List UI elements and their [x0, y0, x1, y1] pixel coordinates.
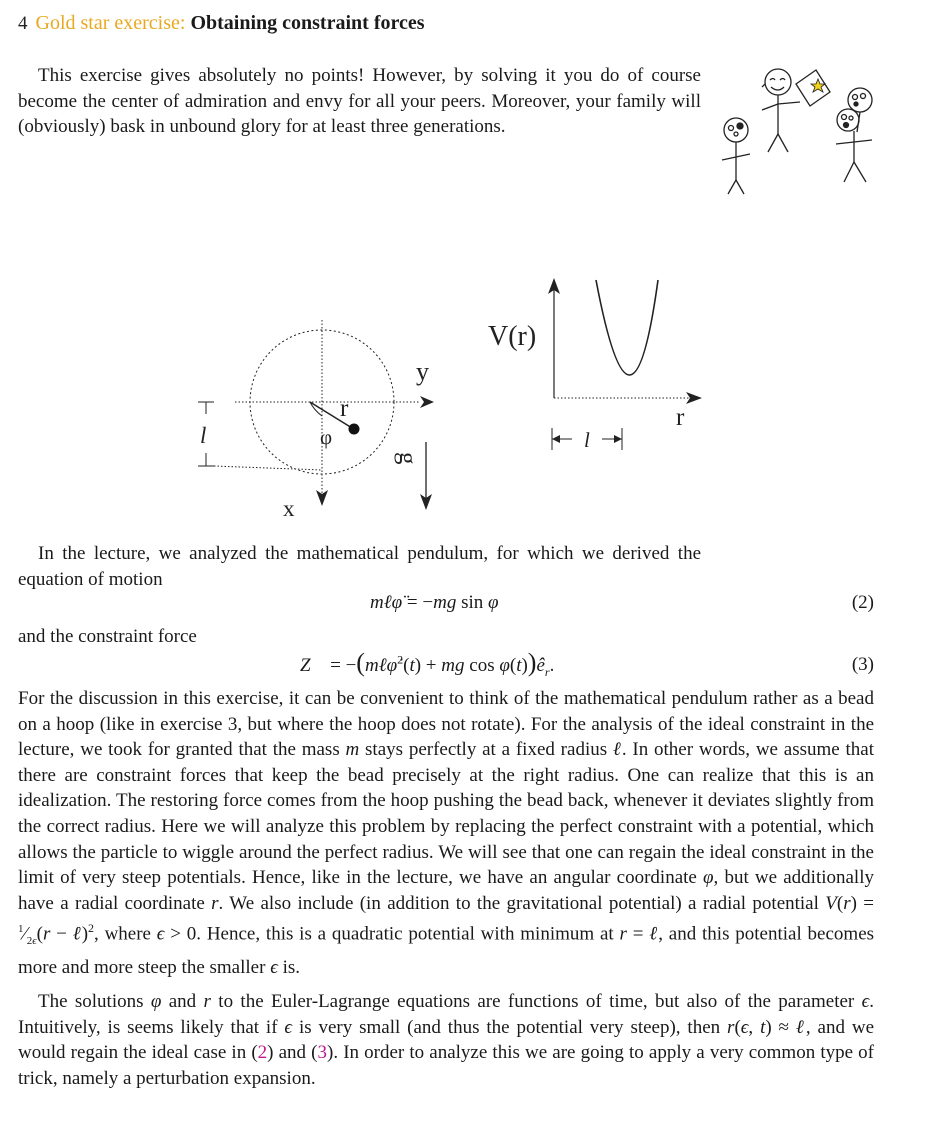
equation-2-number: (2)	[851, 592, 874, 613]
length-marker-label: l	[584, 428, 590, 452]
r-axis-label: r	[676, 404, 685, 431]
dizzy-figure-icon	[722, 118, 750, 194]
x-label: x	[283, 496, 295, 521]
kite-star-icon	[796, 70, 830, 106]
body-paragraph-1: For the discussion in this exercise, it can be convenient to think of the mathematical pendulum rather as a bead on a hoop (like in exercise 3, but where the hoop does not rotate). For the analysis of the ideal constraint in the lecture, we took for granted that the mass m stays perfectly at a fixed radius ℓ. In other words, we assume that there are constraint forces that keep the bead precisely at the right radius. One can realize that this is an idealization. The restoring force comes from the hoop pushing the bead back, whenever it deviates slightly from the correct radius. Here we will analyze this problem by replacing the perfect constraint with a potential, which allows the particle to wiggle around the perfect radius. We will see that one can regain the ideal constraint in the limit of very steep potentials. Hence, like in the lecture, we have an angular coordinate φ, but we additionally have a radial coordinate r. We also include (in addition to the gravitational potential) a radial potential $V(r) = ^1⁄_{2\epsilon}(r$ − ℓ)$^2$, where ϵ > 0. Hence, this is a quadratic potential with minimum at r = ℓ, and this potential becomes more and more steep the smaller ϵ is.	[18, 688, 875, 979]
equation-3: Z⃗ = −(mℓφ̇$^2$(t) + mg $\cos \varphi(t))ê_r$.	[300, 648, 555, 679]
equation-2: mℓφ̈ = −mg sin φ	[370, 592, 499, 613]
phi-label: φ	[320, 425, 333, 449]
y-axis-arrow-icon	[420, 396, 434, 408]
section-title	[18, 12, 425, 35]
stick-figures-drawing	[710, 62, 890, 202]
pendulum-bead	[349, 424, 360, 435]
y-label: y	[416, 357, 429, 386]
equation-3-number: (3)	[851, 654, 874, 675]
length-label: l	[200, 423, 207, 448]
g-label: g	[394, 452, 421, 465]
pendulum-figure	[180, 320, 450, 525]
body-paragraph-2: The solutions φ and r to the Euler-Lagrange equations are functions of time, but also of the parameter ϵ. Intuitively, is seems likely that if ϵ is very small (and thus the potential very steep), then r(ϵ, t) ≈ ℓ, and we would regain the ideal case in (2) and (3). In order to analyze this we are going to apply a very common type of trick, namely a perturbation expansion.	[18, 991, 874, 1089]
section-heading: Obtaining constraint forces	[190, 12, 425, 34]
equation-3-reference[interactable]: 3	[317, 1042, 328, 1064]
v-label: V(r)	[488, 321, 537, 352]
intro-paragraph: This exercise gives absolutely no points! However, by solving it you do of course become the center of admiration and envy for all your peers. Moreover, your family will (obviously) bask in unbound glory for at least three generations.	[18, 65, 701, 138]
r-label: r	[340, 395, 349, 422]
equation-2-reference[interactable]: 2	[257, 1042, 268, 1064]
dizzy-figure-icon	[836, 88, 872, 182]
lecture-paragraph: In the lecture, we analyzed the mathematical pendulum, for which we derived the equation of motion	[18, 543, 701, 590]
smiley-figure-icon	[762, 69, 800, 152]
gold-star-label: Gold star exercise:	[35, 12, 186, 34]
constraint-intro: and the constraint force	[18, 626, 197, 647]
potential-figure	[480, 270, 720, 460]
section-number: 4	[18, 13, 28, 34]
